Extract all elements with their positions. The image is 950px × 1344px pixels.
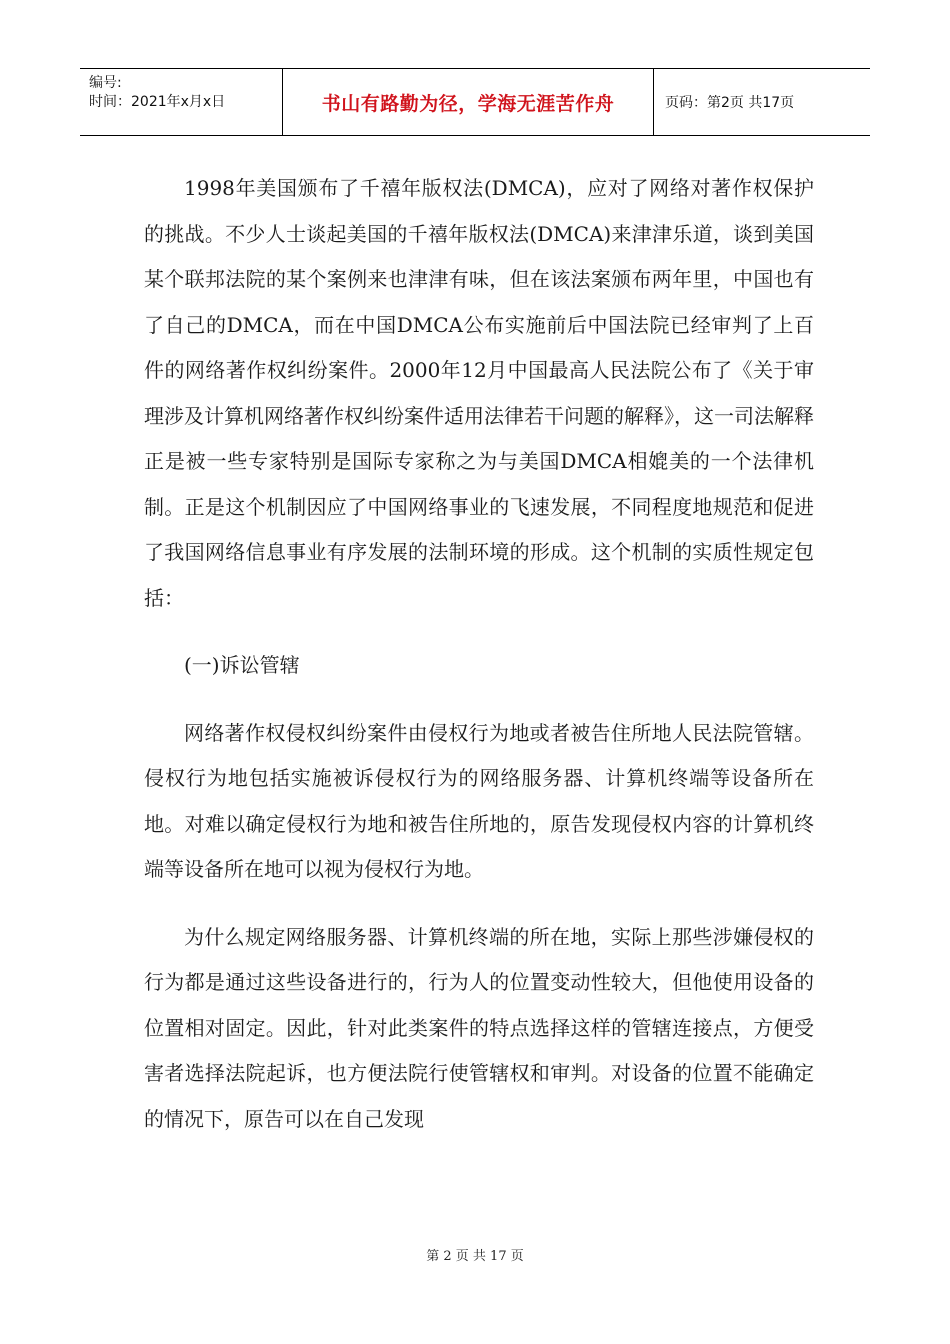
body-paragraph: 网络著作权侵权纠纷案件由侵权行为地或者被告住所地人民法院管辖。侵权行为地包括实施被诉侵权行为的网络服务器、计算机终端等设备所在地。对难以确定侵权行为地和被告住所地的，原告发现侵权内容的计算机终端等设备所在地可以视为侵权行为地。 xyxy=(144,720,814,881)
page-footer: 第 2 页 共 17 页 xyxy=(426,1249,524,1264)
section-heading: (一)诉讼管辖 xyxy=(184,653,300,677)
document-number-label: 编号: xyxy=(89,75,122,91)
document-body xyxy=(144,166,814,1142)
header-motto: 书山有路勤为径，学海无涯苦作舟 xyxy=(283,69,654,135)
body-paragraph: 为什么规定网络服务器、计算机终端的所在地，实际上那些涉嫌侵权的行为都是通过这些设备进行的，行为人的位置变动性较大，但他使用设备的位置相对固定。因此，针对此类案件的特点选择这样的管辖连接点，方便受害者选择法院起诉，也方便法院行使管辖权和审判。对设备的位置不能确定的情况下，原告可以在自己发现 xyxy=(144,924,814,1131)
header-meta xyxy=(80,69,283,135)
body-paragraph: 1998年美国颁布了千禧年版权法(DMCA)，应对了网络对著作权保护的挑战。不少人士谈起美国的千禧年版权法(DMCA)来津津乐道，谈到美国某个联邦法院的某个案例来也津津有味，但在该法案颁布两年里，中国也有了自己的DMCA，而在中国DMCA公布实施前后中国法院已经审判了上百件的网络著作权纠纷案件。2000年12月中国最高人民法院公布了《关于审理涉及计算机网络著作权纠纷案件适用法律若干问题的解释》，这一司法解释正是被一些专家特别是国际专家称之为与美国DMCA相媲美的一个法律机制。正是这个机制因应了中国网络事业的飞速发展，不同程度地规范和促进了我国网络信息事业有序发展的法制环境的形成。这个机制的实质性规定包括： xyxy=(144,176,814,610)
document-date-label: 时间：2021年x月x日 xyxy=(89,94,226,110)
header-page-info: 页码：第2页 共17页 xyxy=(665,95,795,111)
document-header xyxy=(80,68,870,136)
